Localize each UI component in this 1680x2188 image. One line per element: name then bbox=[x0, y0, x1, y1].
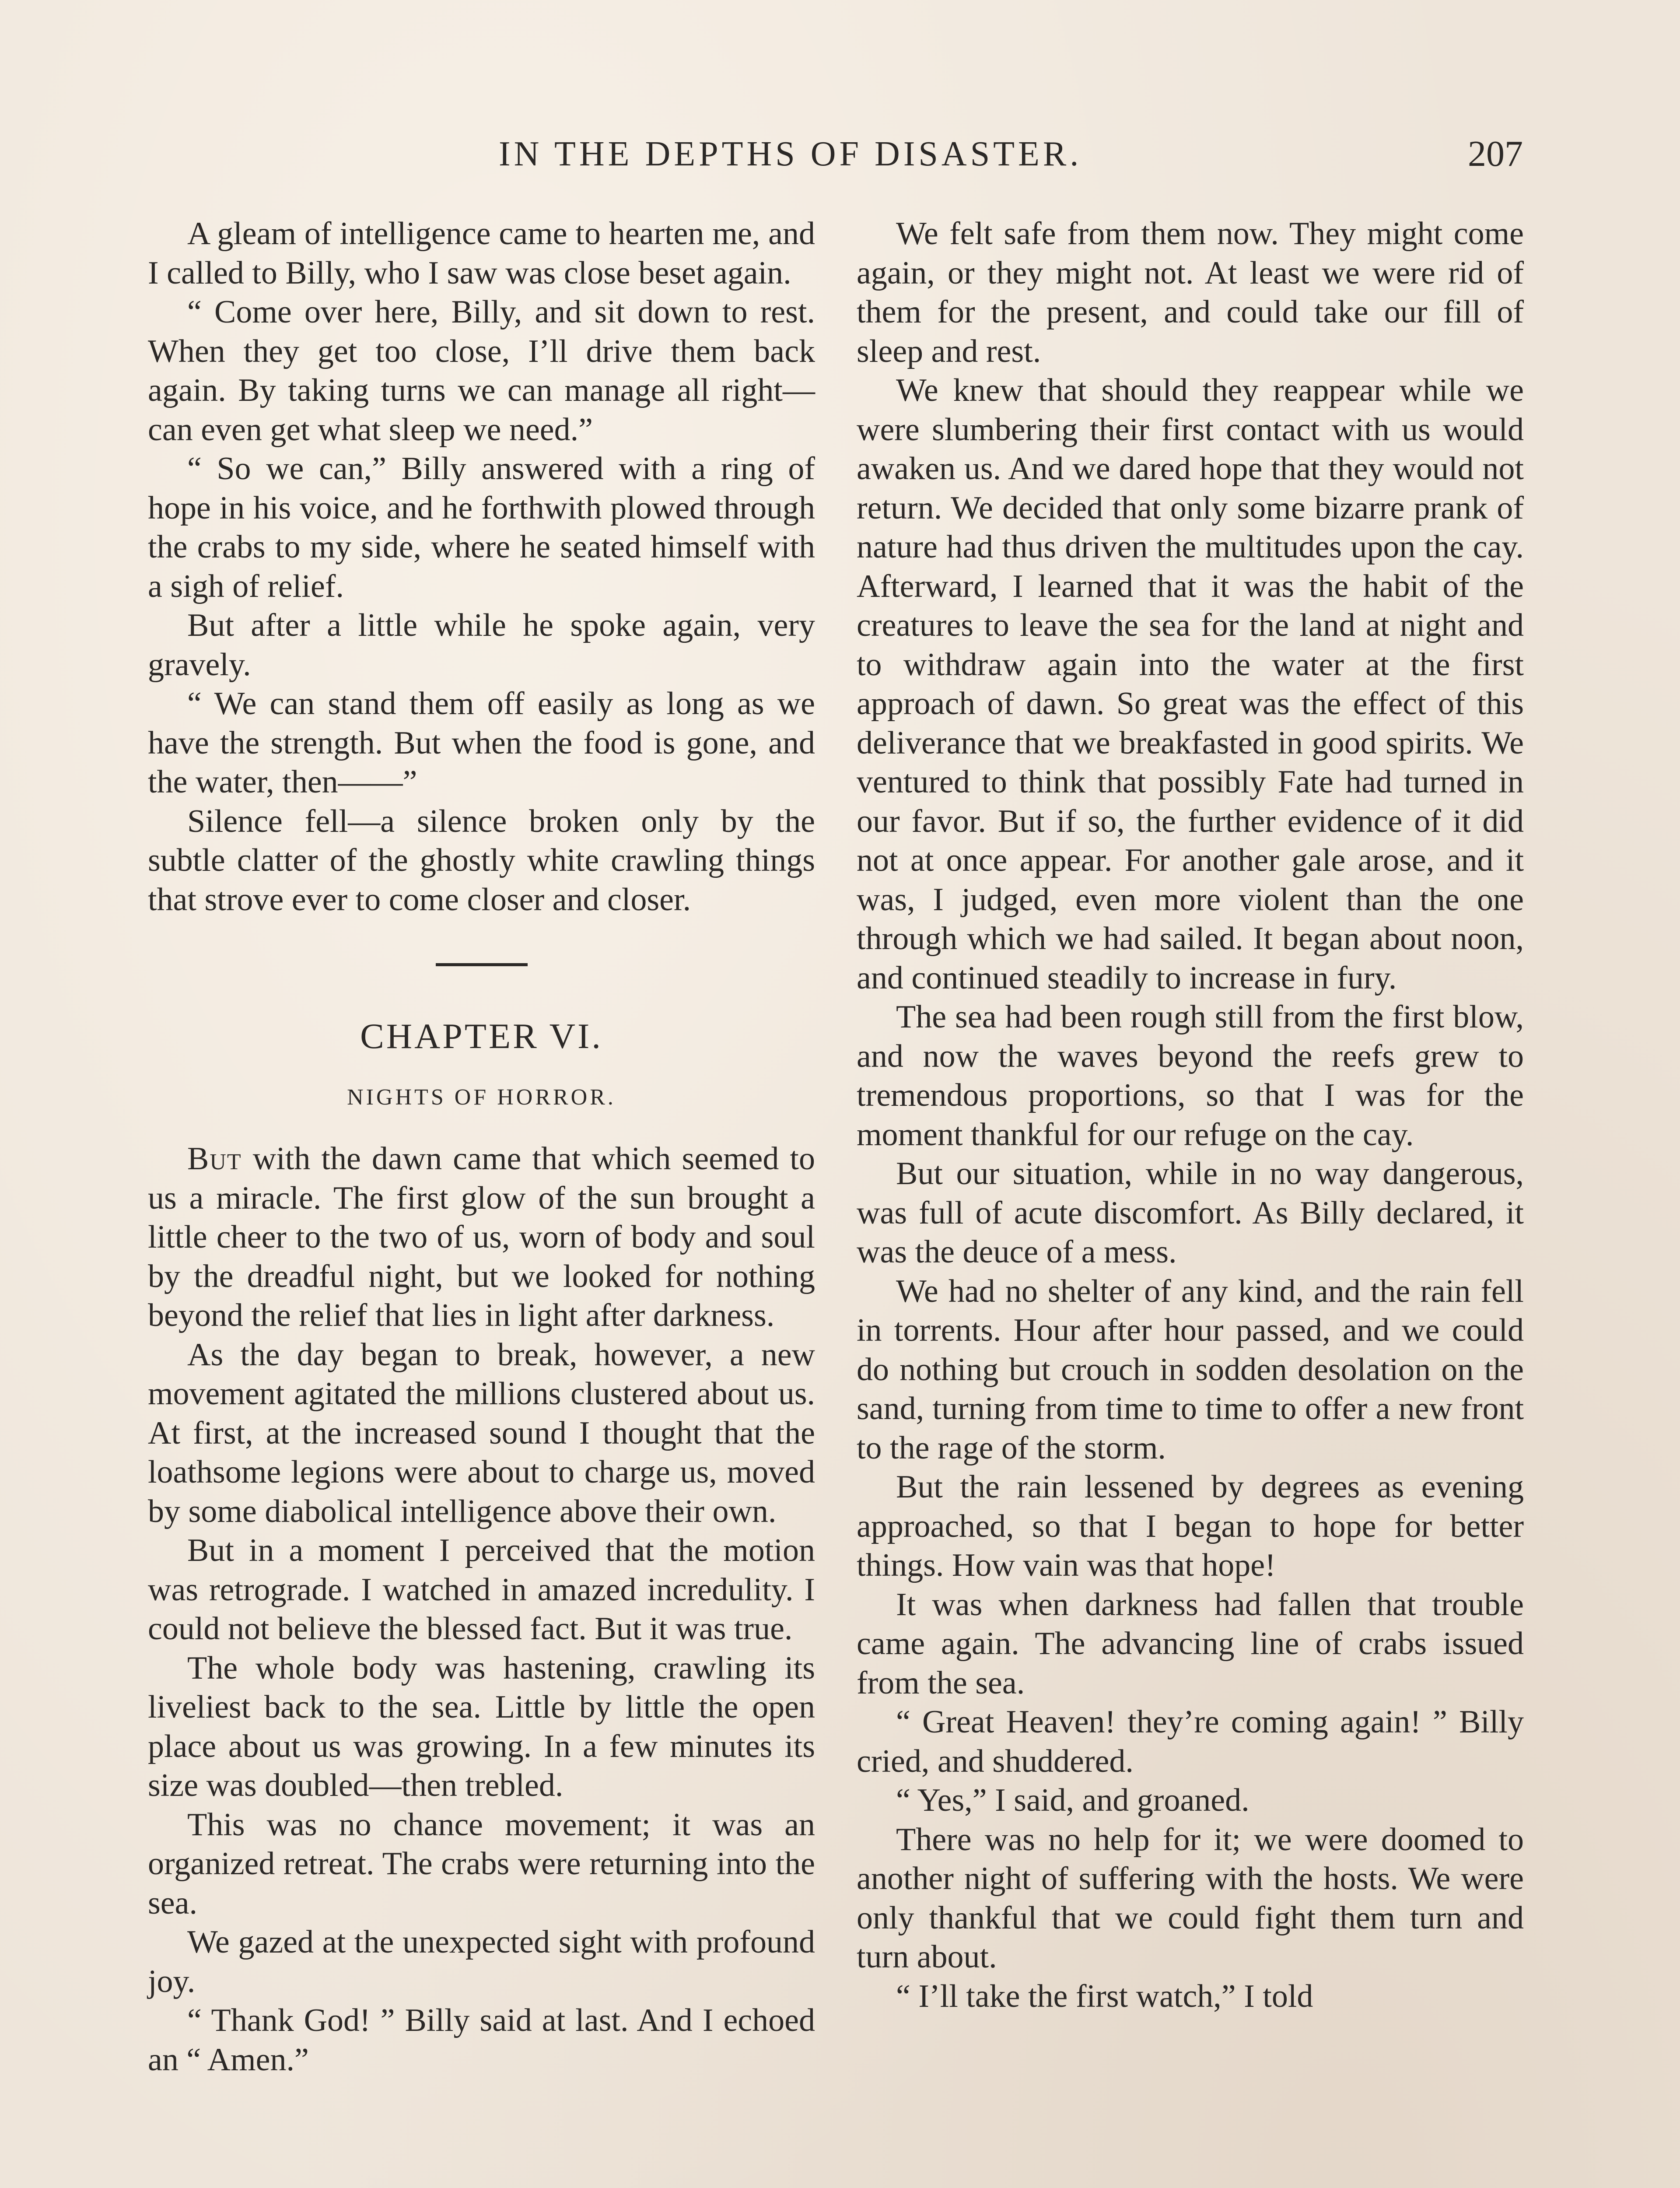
page-number: 207 bbox=[1468, 133, 1523, 174]
paragraph: But after a little while he spoke again, very gravely. bbox=[148, 607, 815, 683]
left-column bbox=[148, 214, 815, 2079]
paragraph: But the rain lessened by degrees as evening approached, so that I began to hope for better things. How vain was that hope! bbox=[857, 1469, 1524, 1583]
paragraph: We knew that should they reappear while we were slumbering their first contact with us would awaken us. And we dared hope that they would not return. We decided that only some bizarre prank of nature had thus driven the multitudes upon the cay. Afterward, I learned that it was the habit of the creatures to leave the sea for the land at night and to withdraw again into the water at the first approach of dawn. So great was the effect of this deliverance that we breakfasted in good spirits. We ventured to think that possibly Fate had turned in our favor. But if so, the further evidence of it did not at once appear. For another gale arose, and it was, I judged, even more violent than the one through which we had sailed. It began about noon, and continued steadily to increase in fury. bbox=[857, 372, 1524, 996]
running-head bbox=[0, 128, 1680, 180]
paragraph: A gleam of intelligence came to hearten me, and I called to Billy, who I saw was close beset again. bbox=[148, 216, 815, 291]
opening-text: with the dawn came that which seemed to us a miracle. The first glow of the sun brought a little cheer to the two of us, worn of body and soul by the dreadful night, but we looked for nothing beyond the relief that lies in light after darkness. bbox=[148, 1141, 815, 1333]
paragraph: As the day began to break, however, a new movement agitated the millions clustered about us. At first, at the increased sound I thought that the loathsome legions were about to charge us, moved by some diabolical intelligence above their own. bbox=[148, 1336, 815, 1529]
paragraph: We had no shelter of any kind, and the rain fell in torrents. Hour after hour passed, and we could do nothing but crouch in sodden desolation on the sand, turning from time to time to offer a new front to the rage of the storm. bbox=[857, 1273, 1524, 1466]
right-column bbox=[857, 214, 1524, 2016]
chapter-subtitle: NIGHTS OF HORROR. bbox=[347, 1085, 616, 1110]
running-title: IN THE DEPTHS OF DISASTER. bbox=[499, 135, 1082, 173]
paragraph: “ Thank God! ” Billy said at last. And I echoed an “ Amen.” bbox=[148, 2002, 815, 2078]
paragraph: We gazed at the unexpected sight with profound joy. bbox=[148, 1924, 815, 1999]
paragraph: The sea had been rough still from the first blow, and now the waves beyond the reefs grew to tremendous proportions, so that I was for the moment thankful for our refuge on the cay. bbox=[857, 999, 1524, 1153]
paragraph: “ I’ll take the first watch,” I told bbox=[896, 1978, 1313, 2014]
paragraph: “ We can stand them off easily as long as we have the strength. But when the food is gone, and the water, then——” bbox=[148, 686, 815, 800]
chapter-heading: CHAPTER VI. bbox=[360, 1016, 603, 1056]
paragraph: “ Yes,” I said, and groaned. bbox=[896, 1782, 1250, 1818]
paragraph: It was when darkness had fallen that trouble came again. The advancing line of crabs issued from the sea. bbox=[857, 1586, 1524, 1701]
paragraph: “ Come over here, Billy, and sit down to rest. When they get too close, I’ll drive them back again. By taking turns we can manage all right—can even get what sleep we need.” bbox=[148, 294, 815, 448]
paragraph: But our situation, while in no way dangerous, was full of acute discomfort. As Billy declared, it was the deuce of a mess. bbox=[857, 1156, 1524, 1270]
chapter-opening-paragraph bbox=[148, 1140, 815, 1336]
paragraph: “ So we can,” Billy answered with a ring of hope in his voice, and he forthwith plowed through the crabs to my side, where he seated himself with a sigh of relief. bbox=[148, 451, 815, 604]
paragraph: This was no chance movement; it was an organized retreat. The crabs were returning into the sea. bbox=[148, 1806, 815, 1921]
paragraph: But in a moment I perceived that the motion was retrograde. I watched in amazed incredulity. I could not believe the blessed fact. But it was true. bbox=[148, 1532, 815, 1647]
paragraph: The whole body was hastening, crawling its liveliest back to the sea. Little by little the open place about us was growing. In a few minutes its size was doubled—then trebled. bbox=[148, 1650, 815, 1803]
paragraph: There was no help for it; we were doomed to another night of suffering with the hosts. We were only thankful that we could fight them turn and turn about. bbox=[857, 1821, 1524, 1975]
section-divider bbox=[436, 963, 528, 966]
paragraph: Silence fell—a silence broken only by the subtle clatter of the ghostly white crawling things that strove ever to come closer and closer. bbox=[148, 803, 815, 918]
paragraph: “ Great Heaven! they’re coming again! ” Billy cried, and shuddered. bbox=[857, 1704, 1524, 1779]
opening-word: But bbox=[187, 1141, 242, 1177]
paragraph: We felt safe from them now. They might come again, or they might not. At least we were rid of them for the present, and could take our fill of sleep and rest. bbox=[857, 216, 1524, 369]
